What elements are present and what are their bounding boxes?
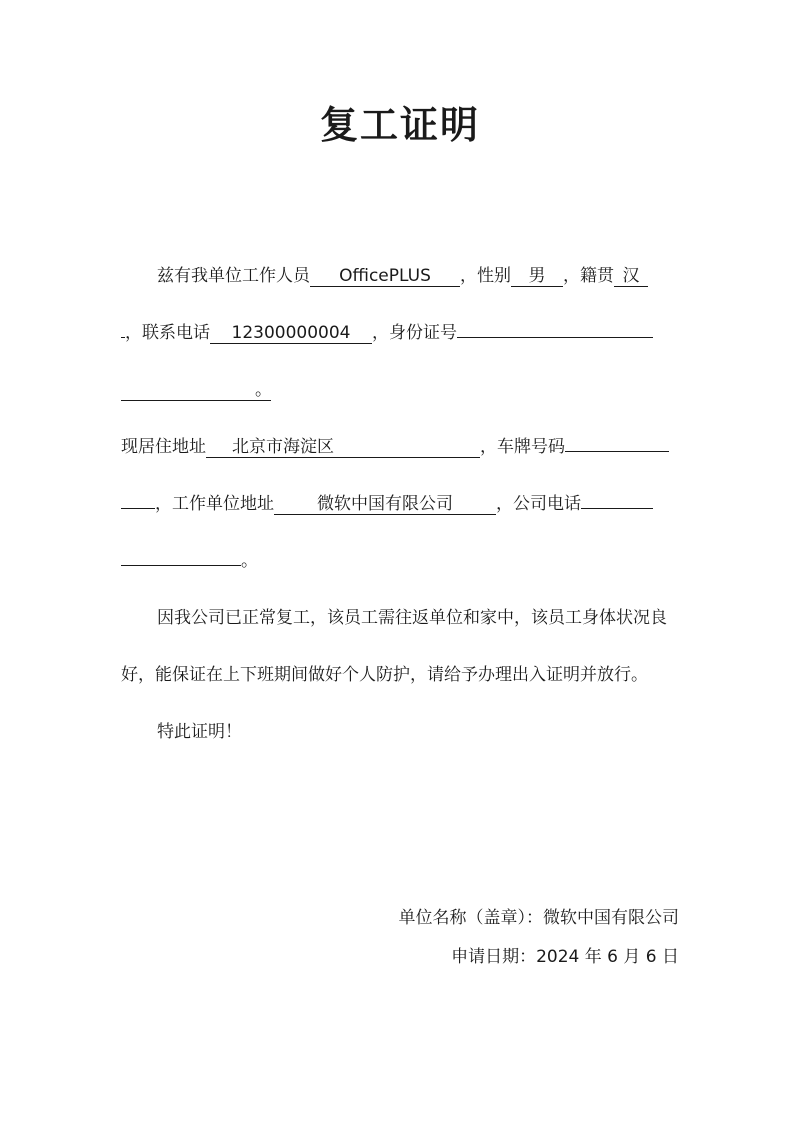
document-body [121, 248, 681, 761]
reason-paragraph: 因我公司已正常复工，该员工需往返单位和家中，该员工身体状况良好，能保证在上下班期间做好个人防护，请给予办理出入证明并放行。 [121, 608, 667, 685]
native-place-label: ，籍贯 [563, 266, 614, 286]
work-address-line [121, 476, 681, 533]
intro-text: 兹有我单位工作人员 [157, 266, 310, 286]
phone-label: ，联系电话 [125, 323, 210, 343]
unit-signature-line [399, 903, 680, 933]
document-title: 复工证明 [319, 103, 480, 147]
id-number-period: 。 [255, 380, 272, 400]
intro-line [121, 248, 681, 305]
company-phone-field[interactable] [581, 488, 653, 509]
date-line [451, 942, 679, 972]
gender-field[interactable]: 男 [511, 266, 563, 287]
native-place-field[interactable]: 汉 [614, 266, 648, 287]
address-value: 北京市海淀区 [232, 437, 334, 457]
company-phone-period: 。 [241, 551, 258, 571]
id-number-field-cont[interactable] [121, 380, 271, 401]
work-address-field[interactable]: 微软中国有限公司 [274, 494, 496, 515]
unit-label: 单位名称（盖章）： [398, 908, 543, 928]
id-label: ，身份证号 [372, 323, 457, 343]
id-continuation-line [121, 362, 681, 419]
closing-line: 特此证明！ [157, 722, 242, 742]
id-number-field[interactable] [457, 317, 653, 338]
plate-field-cont[interactable] [121, 488, 155, 509]
unit-name: 微软中国有限公司 [543, 908, 679, 928]
phone-field[interactable]: 12300000004 [210, 323, 372, 344]
address-line [121, 419, 681, 476]
address-label: 现居住地址 [121, 437, 206, 457]
plate-label: ，车牌号码 [480, 437, 565, 457]
address-field[interactable] [206, 437, 480, 458]
company-phone-continuation-line [121, 533, 681, 590]
phone-line [121, 305, 681, 362]
date-value: 2024 年 6 月 6 日 [536, 947, 679, 967]
work-address-label: ，工作单位地址 [155, 494, 274, 514]
company-phone-label: ，公司电话 [496, 494, 581, 514]
employee-name-field[interactable]: OfficePLUS [310, 266, 460, 287]
company-phone-field-cont[interactable] [121, 545, 241, 566]
gender-label: ，性别 [460, 266, 511, 286]
date-label: 申请日期： [451, 947, 537, 967]
plate-field[interactable] [565, 431, 669, 452]
